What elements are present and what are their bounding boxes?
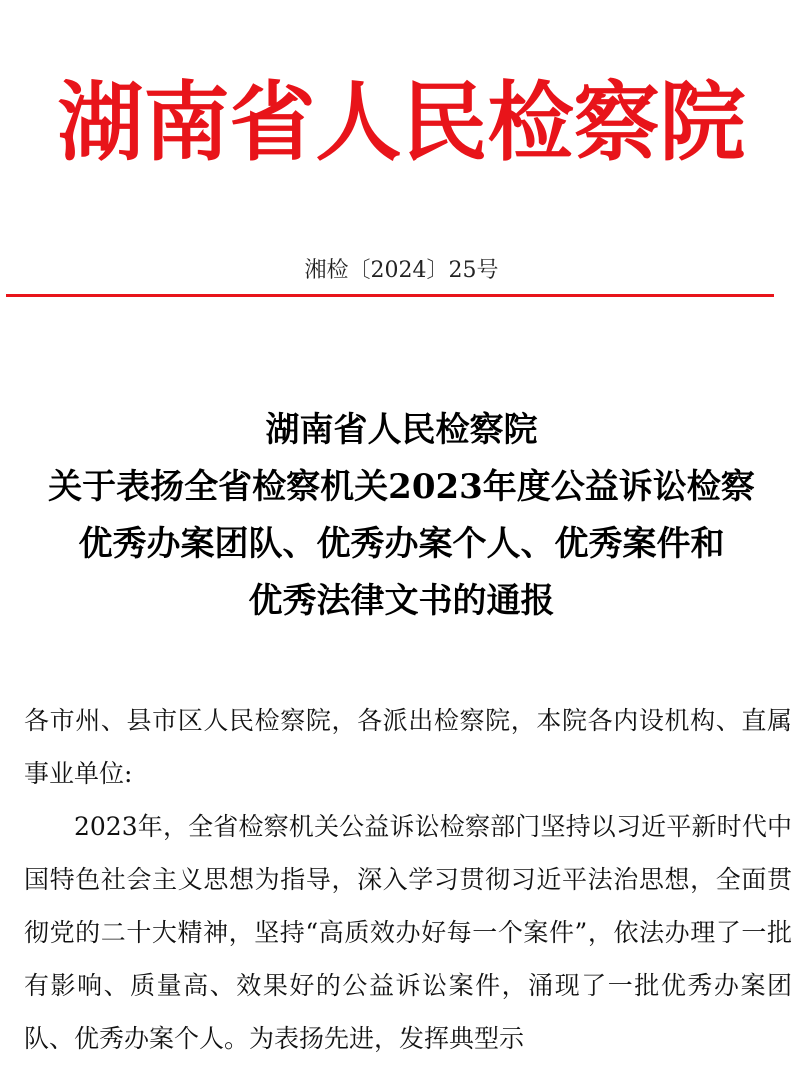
title-line-1: 湖南省人民检察院: [265, 410, 538, 450]
document-body: [24, 694, 792, 1065]
title-line-3: 优秀办案团队、优秀办案个人、优秀案件和: [78, 524, 725, 564]
document-number: 湘检〔2024〕25号: [304, 258, 499, 283]
addressee-paragraph: 各市州、县市区人民检察院，各派出检察院，本院各内设机构、直属事业单位:: [24, 706, 792, 788]
masthead-org-name: 湖南省人民检察院: [57, 72, 746, 173]
document-title: [0, 402, 803, 630]
title-line-2: 关于表扬全省检察机关2023年度公益诉讼检察: [48, 467, 755, 507]
red-divider-line: [6, 294, 774, 297]
title-line-4: 优秀法律文书的通报: [248, 581, 555, 621]
body-paragraph: 2023年，全省检察机关公益诉讼检察部门坚持以习近平新时代中国特色社会主义思想为指导，深入学习贯彻习近平法治思想，全面贯彻党的二十大精神，坚持“高质效办好每一个案件”，依法办理了一批有影响、质量高、效果好的公益诉讼案件，涌现了一批优秀办案团队、优秀办案个人。为表扬先进，发挥典型示: [24, 812, 792, 1053]
